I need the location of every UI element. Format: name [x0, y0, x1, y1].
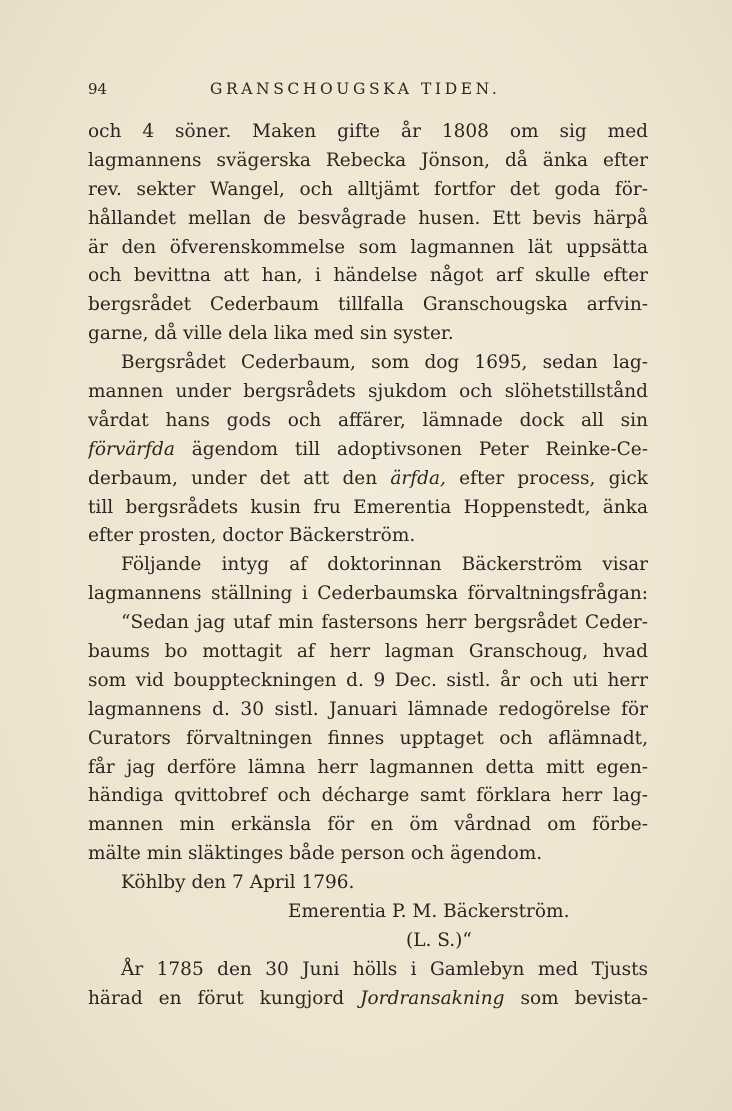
running-title: GRANSCHOUGSKA TIDEN.: [210, 80, 501, 98]
page-header: [88, 80, 648, 104]
text-line: År 1785 den 30 Juni hölls i Gamlebyn med Tjusts: [121, 958, 648, 980]
text-line: garne, då ville dela lika med sin syster.: [88, 323, 454, 345]
text-line: baums bo mottagit af herr lagman Granschoug, hvad: [88, 641, 648, 663]
text-line: härad en förut kungjord Jordransakning som bevista-: [88, 987, 648, 1009]
text-line: efter prosten, doctor Bäckerström.: [88, 525, 416, 547]
text-line: bergsrådet Cederbaum tillfalla Granschougska arfvin-: [88, 294, 648, 316]
body-text: [88, 118, 648, 1014]
text-line: lagmannens svägerska Rebecka Jönson, då änka efter: [88, 149, 648, 171]
text-line: mannen under bergsrådets sjukdom och slöhetstillstånd: [88, 381, 648, 403]
text-line: “Sedan jag utaf min fastersons herr bergsrådet Ceder-: [121, 612, 648, 634]
text-line: händiga qvittobref och décharge samt förklara herr lag-: [88, 785, 648, 807]
text-line: och bevittna att han, i händelse något arf skulle efter: [88, 265, 648, 287]
page-number: 94: [88, 80, 108, 98]
text-line: som vid bouppteckningen d. 9 Dec. sistl. år och uti herr: [88, 669, 648, 691]
text-line: Curators förvaltningen finnes upptaget och aflämnadt,: [88, 727, 648, 749]
text-line: derbaum, under det att den ärfda, efter process, gick: [88, 467, 648, 489]
text-line: till bergsrådets kusin fru Emerentia Hoppenstedt, änka: [88, 496, 648, 518]
text-line: får jag derföre lämna herr lagmannen detta mitt egen-: [88, 756, 648, 778]
text-line: Köhlby den 7 April 1796.: [121, 872, 355, 894]
text-line: rev. sekter Wangel, och alltjämt fortfor det goda för-: [88, 178, 648, 200]
signature-line: Emerentia P. M. Bäckerström.: [288, 901, 570, 923]
seal-line: (L. S.)“: [406, 929, 472, 951]
text-line: vårdat hans gods och affärer, lämnade dock all sin: [88, 409, 648, 431]
text-line: är den öfverenskommelse som lagmannen lät uppsätta: [88, 236, 648, 258]
text-line: hållandet mellan de besvågrade husen. Ett bevis härpå: [88, 207, 648, 229]
text-line: mannen min erkänsla för en öm vårdnad om förbe-: [88, 814, 648, 836]
text-line: Bergsrådet Cederbaum, som dog 1695, sedan lag-: [121, 352, 648, 374]
text-line: mälte min släktinges både person och ägendom.: [88, 843, 543, 865]
text-line: förvärfda ägendom till adoptivsonen Peter Reinke-Ce-: [88, 438, 648, 460]
text-line: och 4 söner. Maken gifte år 1808 om sig med: [88, 121, 648, 142]
text-line: Följande intyg af doktorinnan Bäckerström visar: [121, 554, 648, 576]
text-line: lagmannens d. 30 sistl. Januari lämnade redogörelse för: [88, 698, 648, 720]
text-line: lagmannens ställning i Cederbaumska förvaltningsfrågan:: [88, 583, 648, 605]
